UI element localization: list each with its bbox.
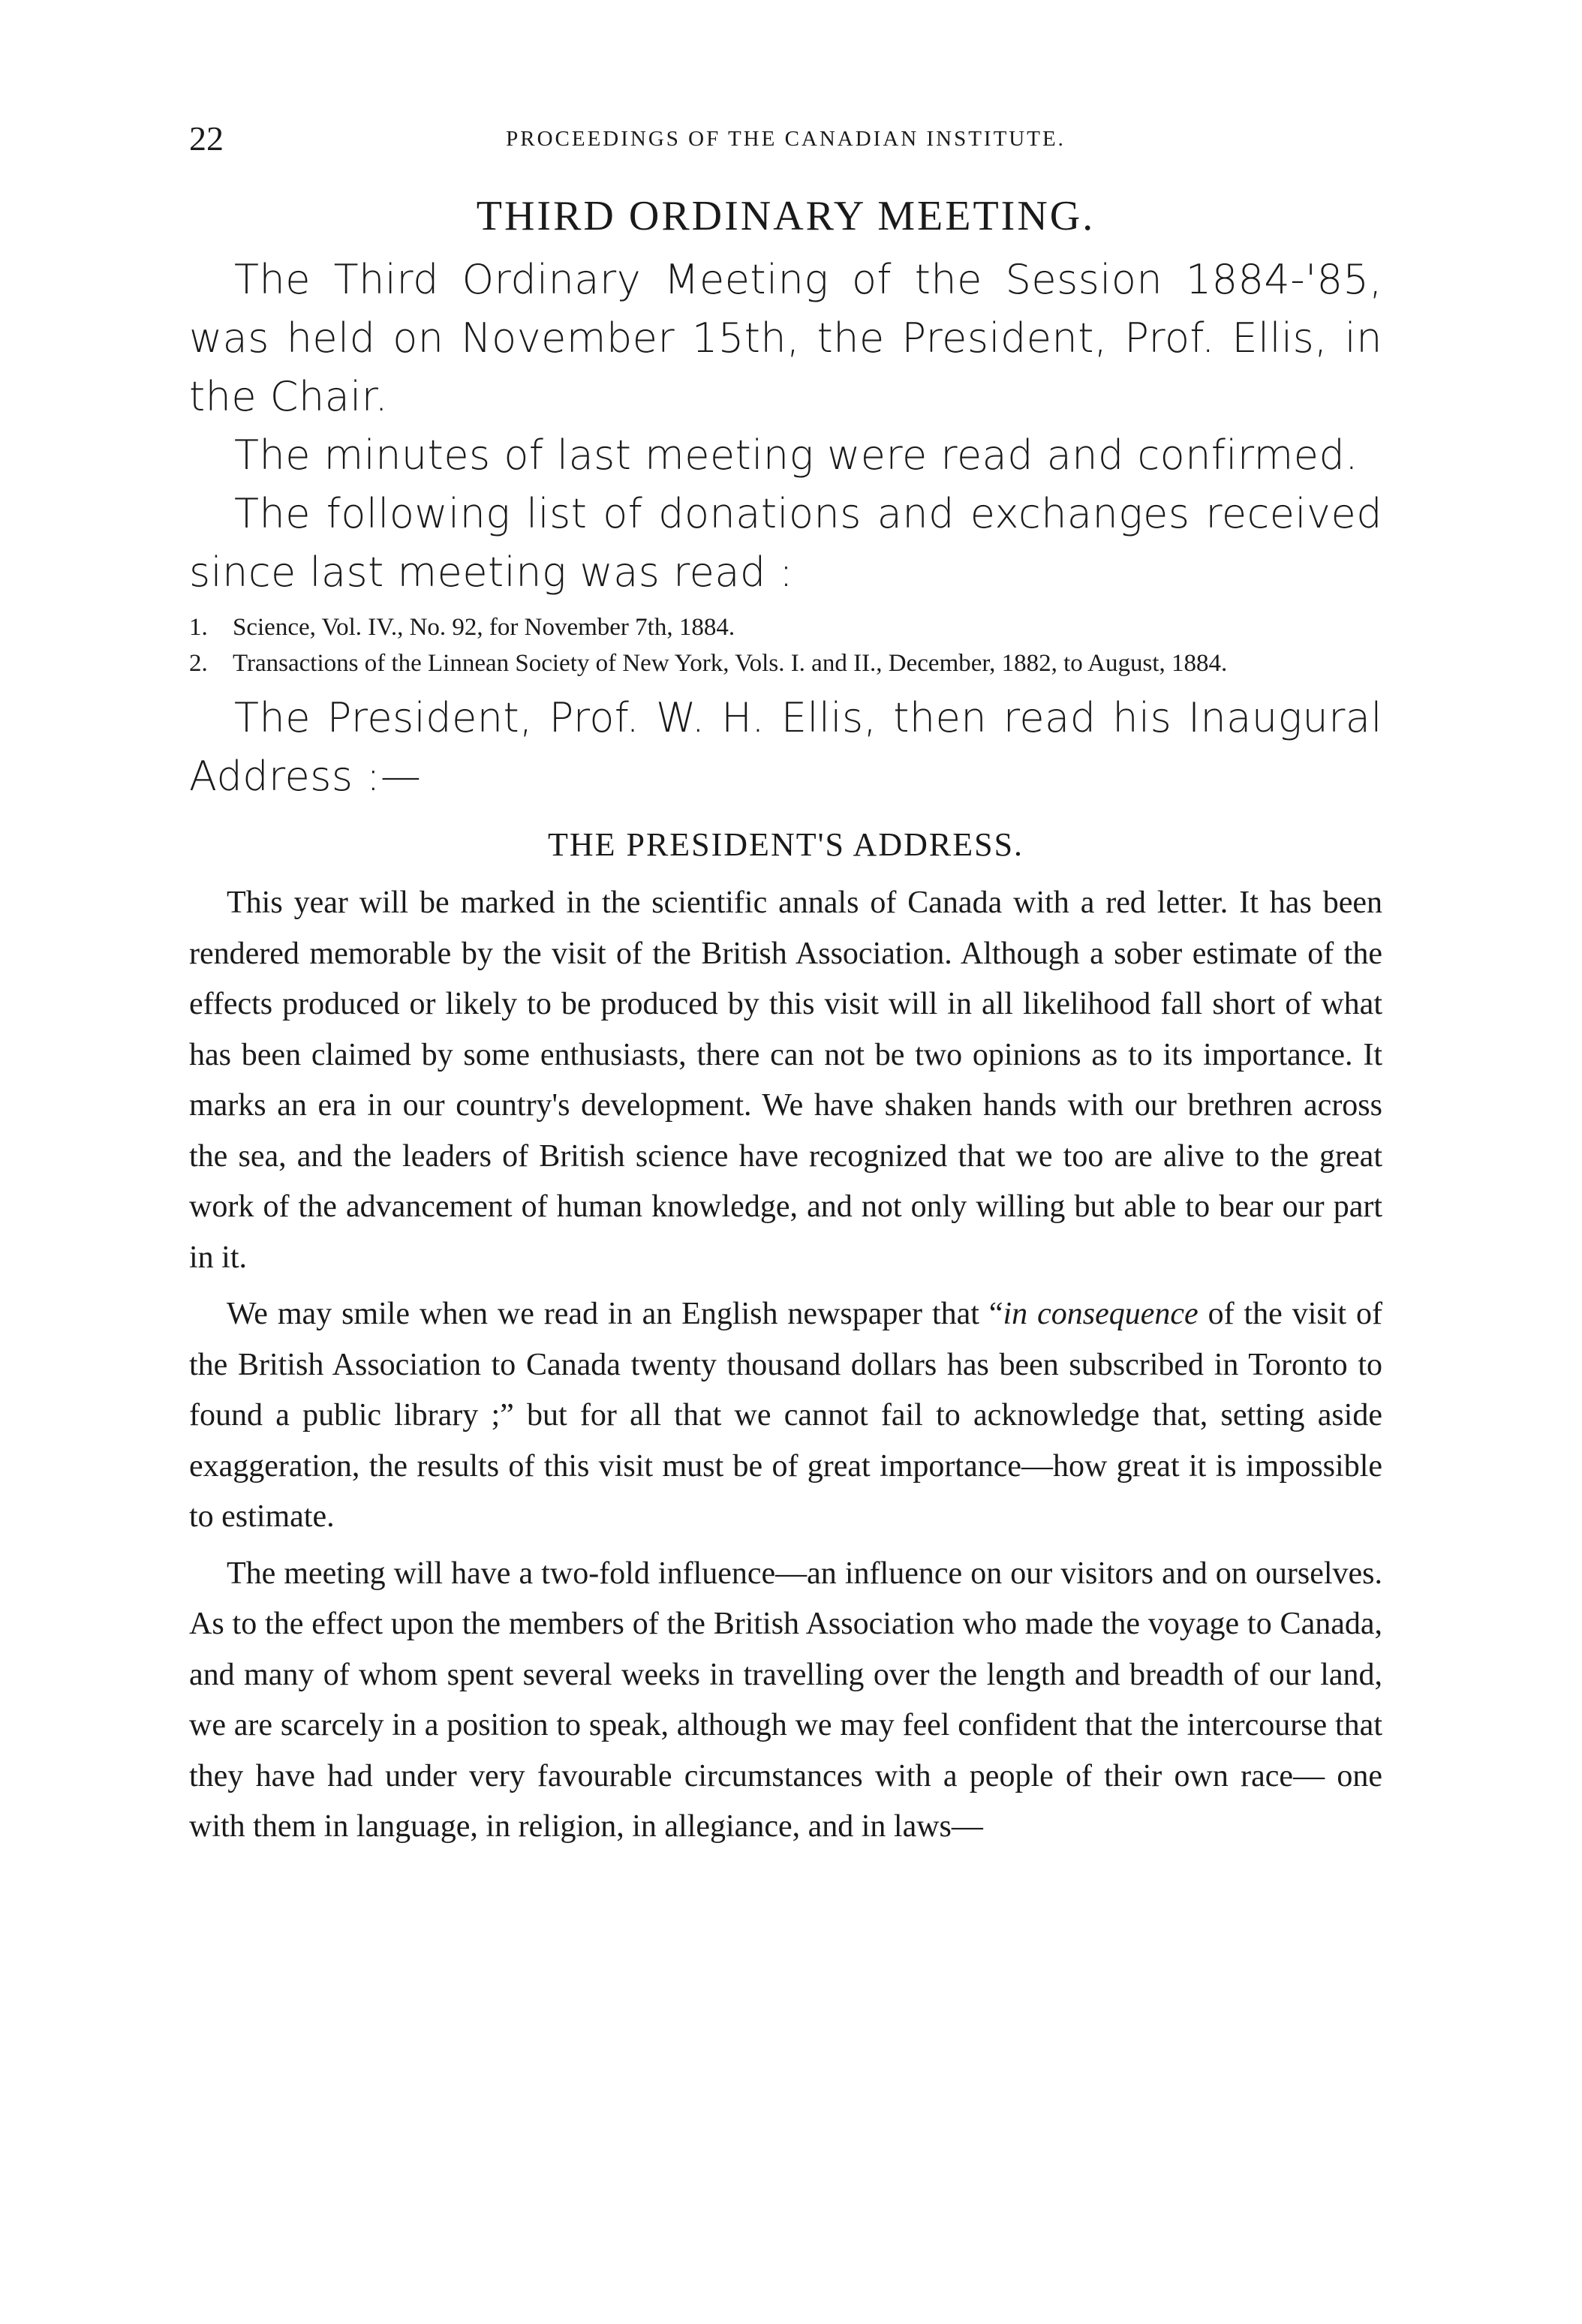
donations-intro-paragraph: The following list of donations and exchanges received since last meeting was read : xyxy=(189,490,1382,596)
running-header xyxy=(189,113,1382,165)
donation-item xyxy=(189,611,1382,644)
address-paragraph-3: The meeting will have a two-fold influence—an influence on our visitors and on ourselves. As to the effect upon the members of the British Association who made the voyage to Canada, and many of whom spent several weeks in travelling over the length and breadth of our land, we are scarcely in a position to speak, although we may feel confident that the intercourse that they have had under very favourable circumstances with a people of their own race— one with them in language, in religion, in allegiance, and in laws— xyxy=(189,1556,1382,1844)
meeting-heading: THIRD ORDINARY MEETING. xyxy=(476,193,1096,239)
address-paragraph-2-start: We may smile when we read in an English newspaper that “ xyxy=(227,1297,1003,1331)
donations-list xyxy=(189,611,1382,680)
minutes-paragraph: The minutes of last meeting were read and confirmed. xyxy=(234,431,1358,479)
address-paragraph-1: This year will be marked in the scientific annals of Canada with a red letter. It has been rendered memorable by the visit of the British Association. Although a sober estimate of the effects produced or likely to be produced by this visit will in all likelihood fall short of what has been claimed by some enthusiasts, there can not be two opinions as to its importance. It marks an era in our country's development. We have shaken hands with our brethren across the sea, and the leaders of British science have recognized that we too are alive to the great work of the advancement of human knowledge, and not only willing but able to bear our part in it. xyxy=(189,885,1382,1275)
meeting-intro-paragraph: The Third Ordinary Meeting of the Session 1884-'85, was held on November 15th, the President, Prof. Ellis, in the Chair. xyxy=(189,256,1382,420)
donation-text: Transactions of the Linnean Society of New York, Vols. I. and II., December, 1882, to August, 1884. xyxy=(233,650,1228,677)
address-heading: THE PRESIDENT'S ADDRESS. xyxy=(547,826,1024,863)
donation-text: Science, Vol. IV., No. 92, for November 7th, 1884. xyxy=(233,614,735,641)
document-page xyxy=(189,113,1382,1853)
donation-number: 2. xyxy=(189,650,208,677)
address-paragraph-2 xyxy=(189,1289,1382,1543)
donation-number: 1. xyxy=(189,614,208,641)
donation-item xyxy=(189,647,1382,680)
address-intro-paragraph: The President, Prof. W. H. Ellis, then read his Inaugural Address :— xyxy=(189,694,1382,800)
address-paragraph-2-italic: in consequence xyxy=(1003,1297,1199,1331)
address-paragraph-2-end: of the visit of the British Association to Canada twenty thousand dollars has been subscribed in Toronto to found a public library ;” but for all that we cannot fail to acknowledge that, setting aside exaggeration, the results of this visit must be of great importance—how great it is impossible to estimate. xyxy=(189,1297,1382,1534)
page-number: 22 xyxy=(189,119,224,158)
running-title: PROCEEDINGS OF THE CANADIAN INSTITUTE. xyxy=(506,127,1066,151)
